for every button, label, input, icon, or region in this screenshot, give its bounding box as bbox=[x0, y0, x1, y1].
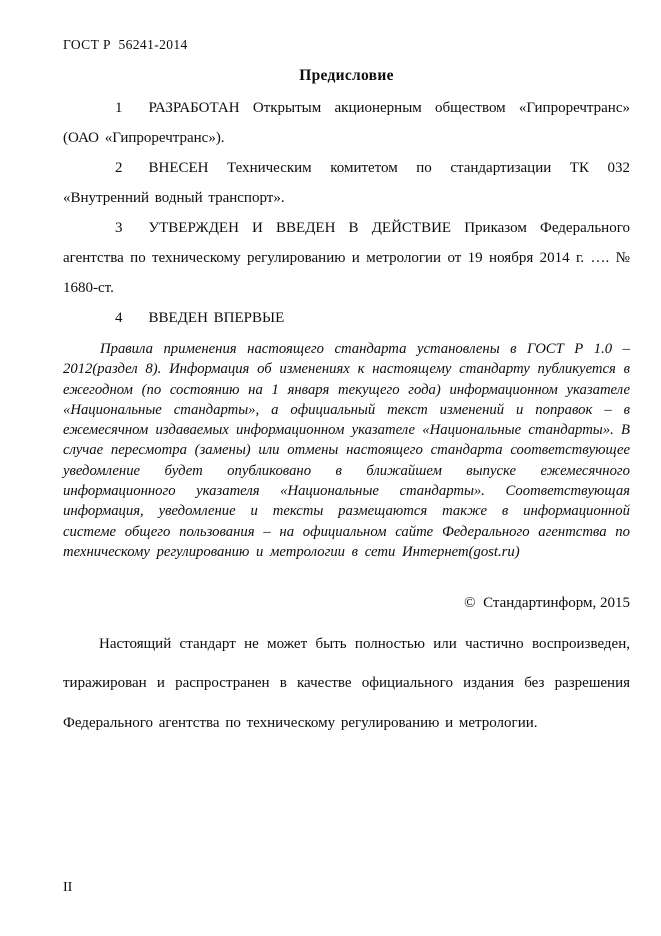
foreword-item-4 bbox=[63, 303, 630, 333]
item-2-text: ВНЕСЕН Техническим комитетом по стандартизации ТК 032 «Внутренний водный транспорт». bbox=[63, 160, 630, 206]
foreword-item-3 bbox=[63, 213, 630, 303]
copyright-line: © Стандартинформ, 2015 bbox=[464, 595, 630, 612]
foreword-items bbox=[63, 93, 630, 333]
item-1-number: 1 bbox=[115, 100, 123, 116]
item-2-number: 2 bbox=[115, 160, 123, 176]
page-number: II bbox=[63, 880, 73, 895]
item-3-text: УТВЕРЖДЕН И ВВЕДЕН В ДЕЙСТВИЕ Приказом Федерального агентства по техническому регулированию и метрологии от 19 ноября 2014 г. …. № 1680-ст. bbox=[63, 220, 630, 296]
foreword-item-2 bbox=[63, 153, 630, 213]
item-4-text: ВВЕДЕН ВПЕРВЫЕ bbox=[148, 310, 285, 326]
section-title: Предисловие bbox=[299, 67, 394, 84]
application-rules-note: Правила применения настоящего стандарта установлены в ГОСТ Р 1.0 – 2012(раздел 8). Информация об изменениях к настоящему стандарту публикуется в ежегодном (по состоянию на 1 января текущего года) информационном указателе «Национальные стандарты», а официальный текст изменений и поправок – в ежемесячном издаваемых информационном указателе «Национальные стандарты». В случае пересмотра (замены) или отмены настоящего стандарта соответствующее уведомление будет опубликовано в ближайшем выпуске ежемесячного информационного указателя «Национальные стандарты». Соответствующая информация, уведомление и тексты размещаются также в информационной системе общего пользования – на официальном сайте Федерального агентства по техническому регулированию и метрологии в сети Интернет(gost.ru) bbox=[63, 341, 630, 560]
reproduction-restriction: Настоящий стандарт не может быть полностью или частично воспроизведен, тиражирован и распространен в качестве официального издания без разрешения Федерального агентства по техническому регулированию и метрологии. bbox=[63, 636, 630, 731]
document-code: ГОСТ Р 56241-2014 bbox=[63, 37, 188, 52]
item-1-text: РАЗРАБОТАН Открытым акционерным обществом «Гипроречтранс» (ОАО «Гипроречтранс»). bbox=[63, 100, 630, 146]
item-3-number: 3 bbox=[115, 220, 123, 236]
foreword-item-1 bbox=[63, 93, 630, 153]
item-4-number: 4 bbox=[115, 310, 123, 326]
